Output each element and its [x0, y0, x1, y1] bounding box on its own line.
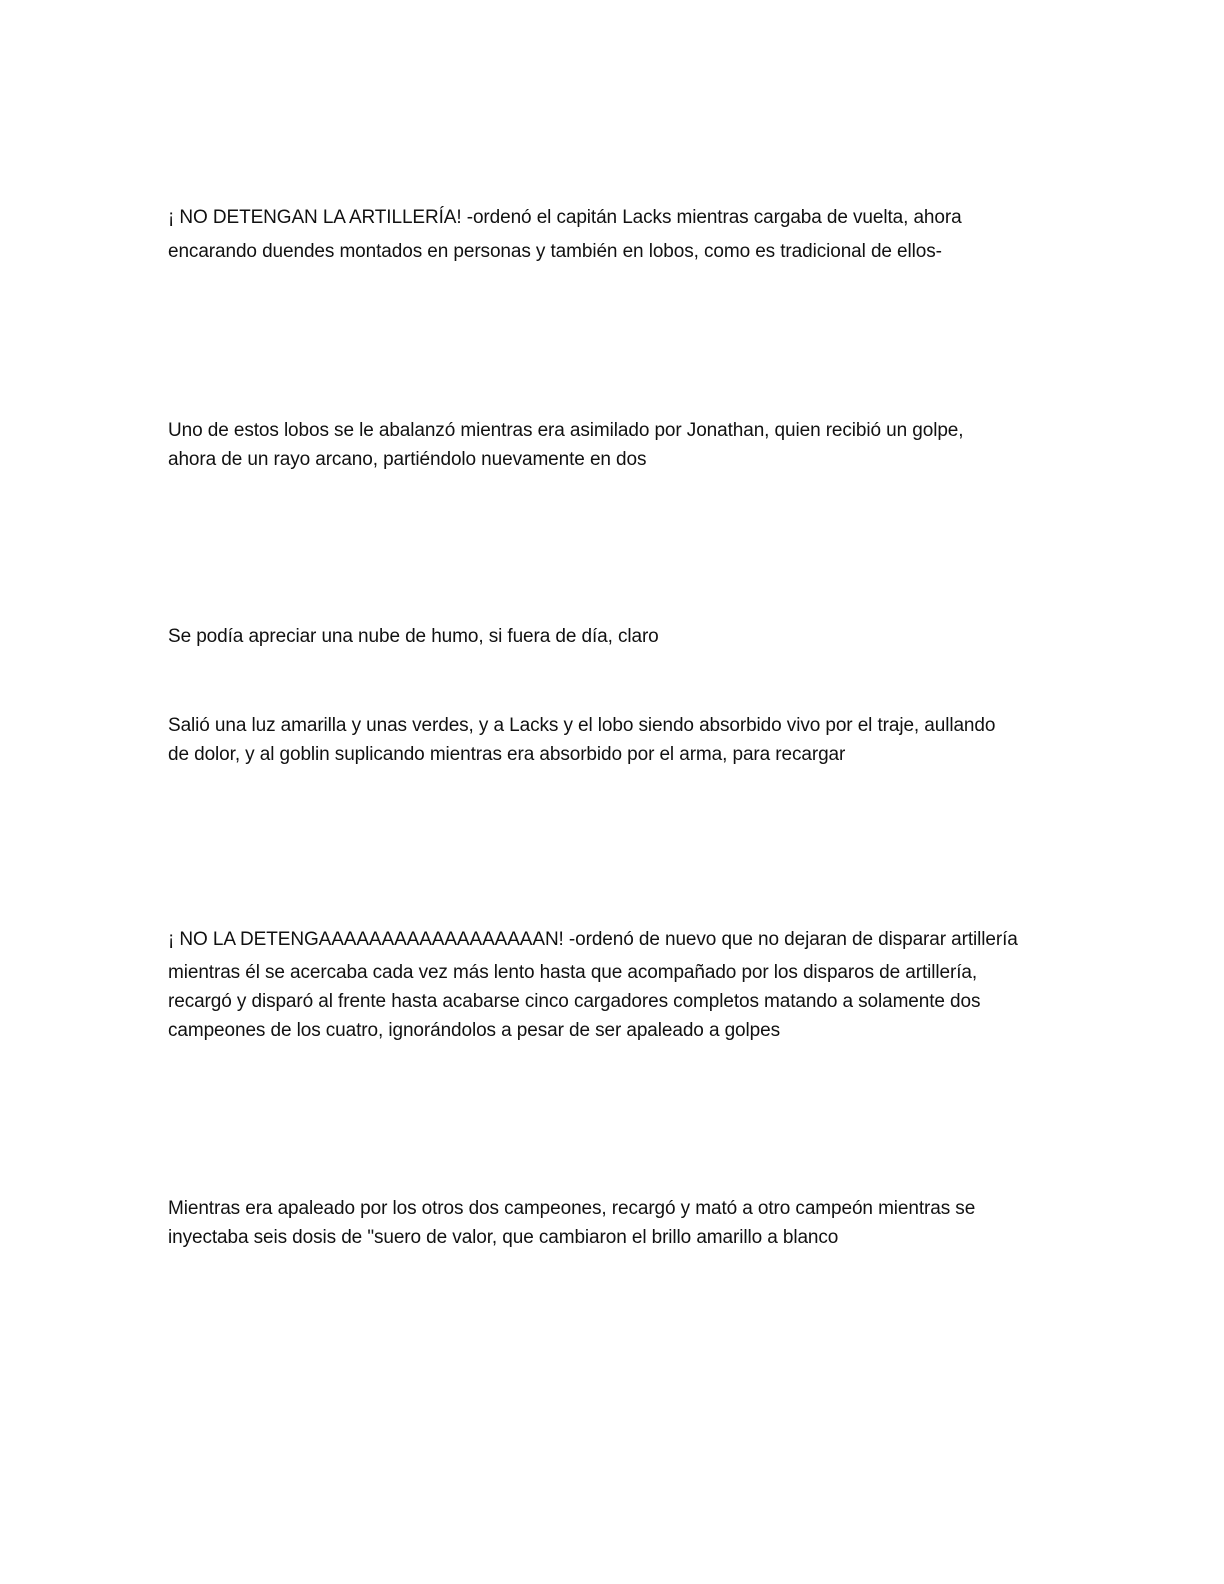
paragraph-line: Mientras era apaleado por los otros dos campeones, recargó y mató a otro campeón mientras se — [168, 1198, 976, 1219]
paragraph-6 — [168, 1194, 1048, 1252]
paragraph-line: campeones de los cuatro, ignorándolos a pesar de ser apaleado a golpes — [168, 1020, 780, 1041]
paragraph-line: ahora de un rayo arcano, partiéndolo nuevamente en dos — [168, 449, 647, 470]
paragraph-2 — [168, 416, 1048, 474]
paragraph-line: recargó y disparó al frente hasta acabarse cinco cargadores completos matando a solamente dos — [168, 991, 981, 1012]
paragraph-line: Uno de estos lobos se le abalanzó mientras era asimilado por Jonathan, quien recibió un golpe, — [168, 420, 964, 441]
paragraph-line: ¡ NO LA DETENGAAAAAAAAAAAAAAAAAAN! -ordenó de nuevo que no dejaran de disparar artillería — [168, 929, 1018, 950]
paragraph-line: encarando duendes montados en personas y también en lobos, como es tradicional de ellos- — [168, 241, 942, 262]
paragraph-4 — [168, 711, 1048, 769]
paragraph-line: ¡ NO DETENGAN LA ARTILLERÍA! -ordenó el capitán Lacks mientras cargaba de vuelta, ahora — [168, 207, 962, 228]
paragraph-line: mientras él se acercaba cada vez más lento hasta que acompañado por los disparos de artillería, — [168, 962, 978, 983]
paragraph-line: Se podía apreciar una nube de humo, si fuera de día, claro — [168, 626, 659, 647]
paragraph-line: inyectaba seis dosis de "suero de valor, que cambiaron el brillo amarillo a blanco — [168, 1227, 839, 1248]
paragraph-5 — [168, 925, 1048, 1045]
paragraph-1 — [168, 203, 1048, 266]
paragraph-3 — [168, 622, 1048, 651]
paragraph-line: de dolor, y al goblin suplicando mientras era absorbido por el arma, para recargar — [168, 744, 846, 765]
paragraph-line: Salió una luz amarilla y unas verdes, y a Lacks y el lobo siendo absorbido vivo por el traje, aullando — [168, 715, 996, 736]
